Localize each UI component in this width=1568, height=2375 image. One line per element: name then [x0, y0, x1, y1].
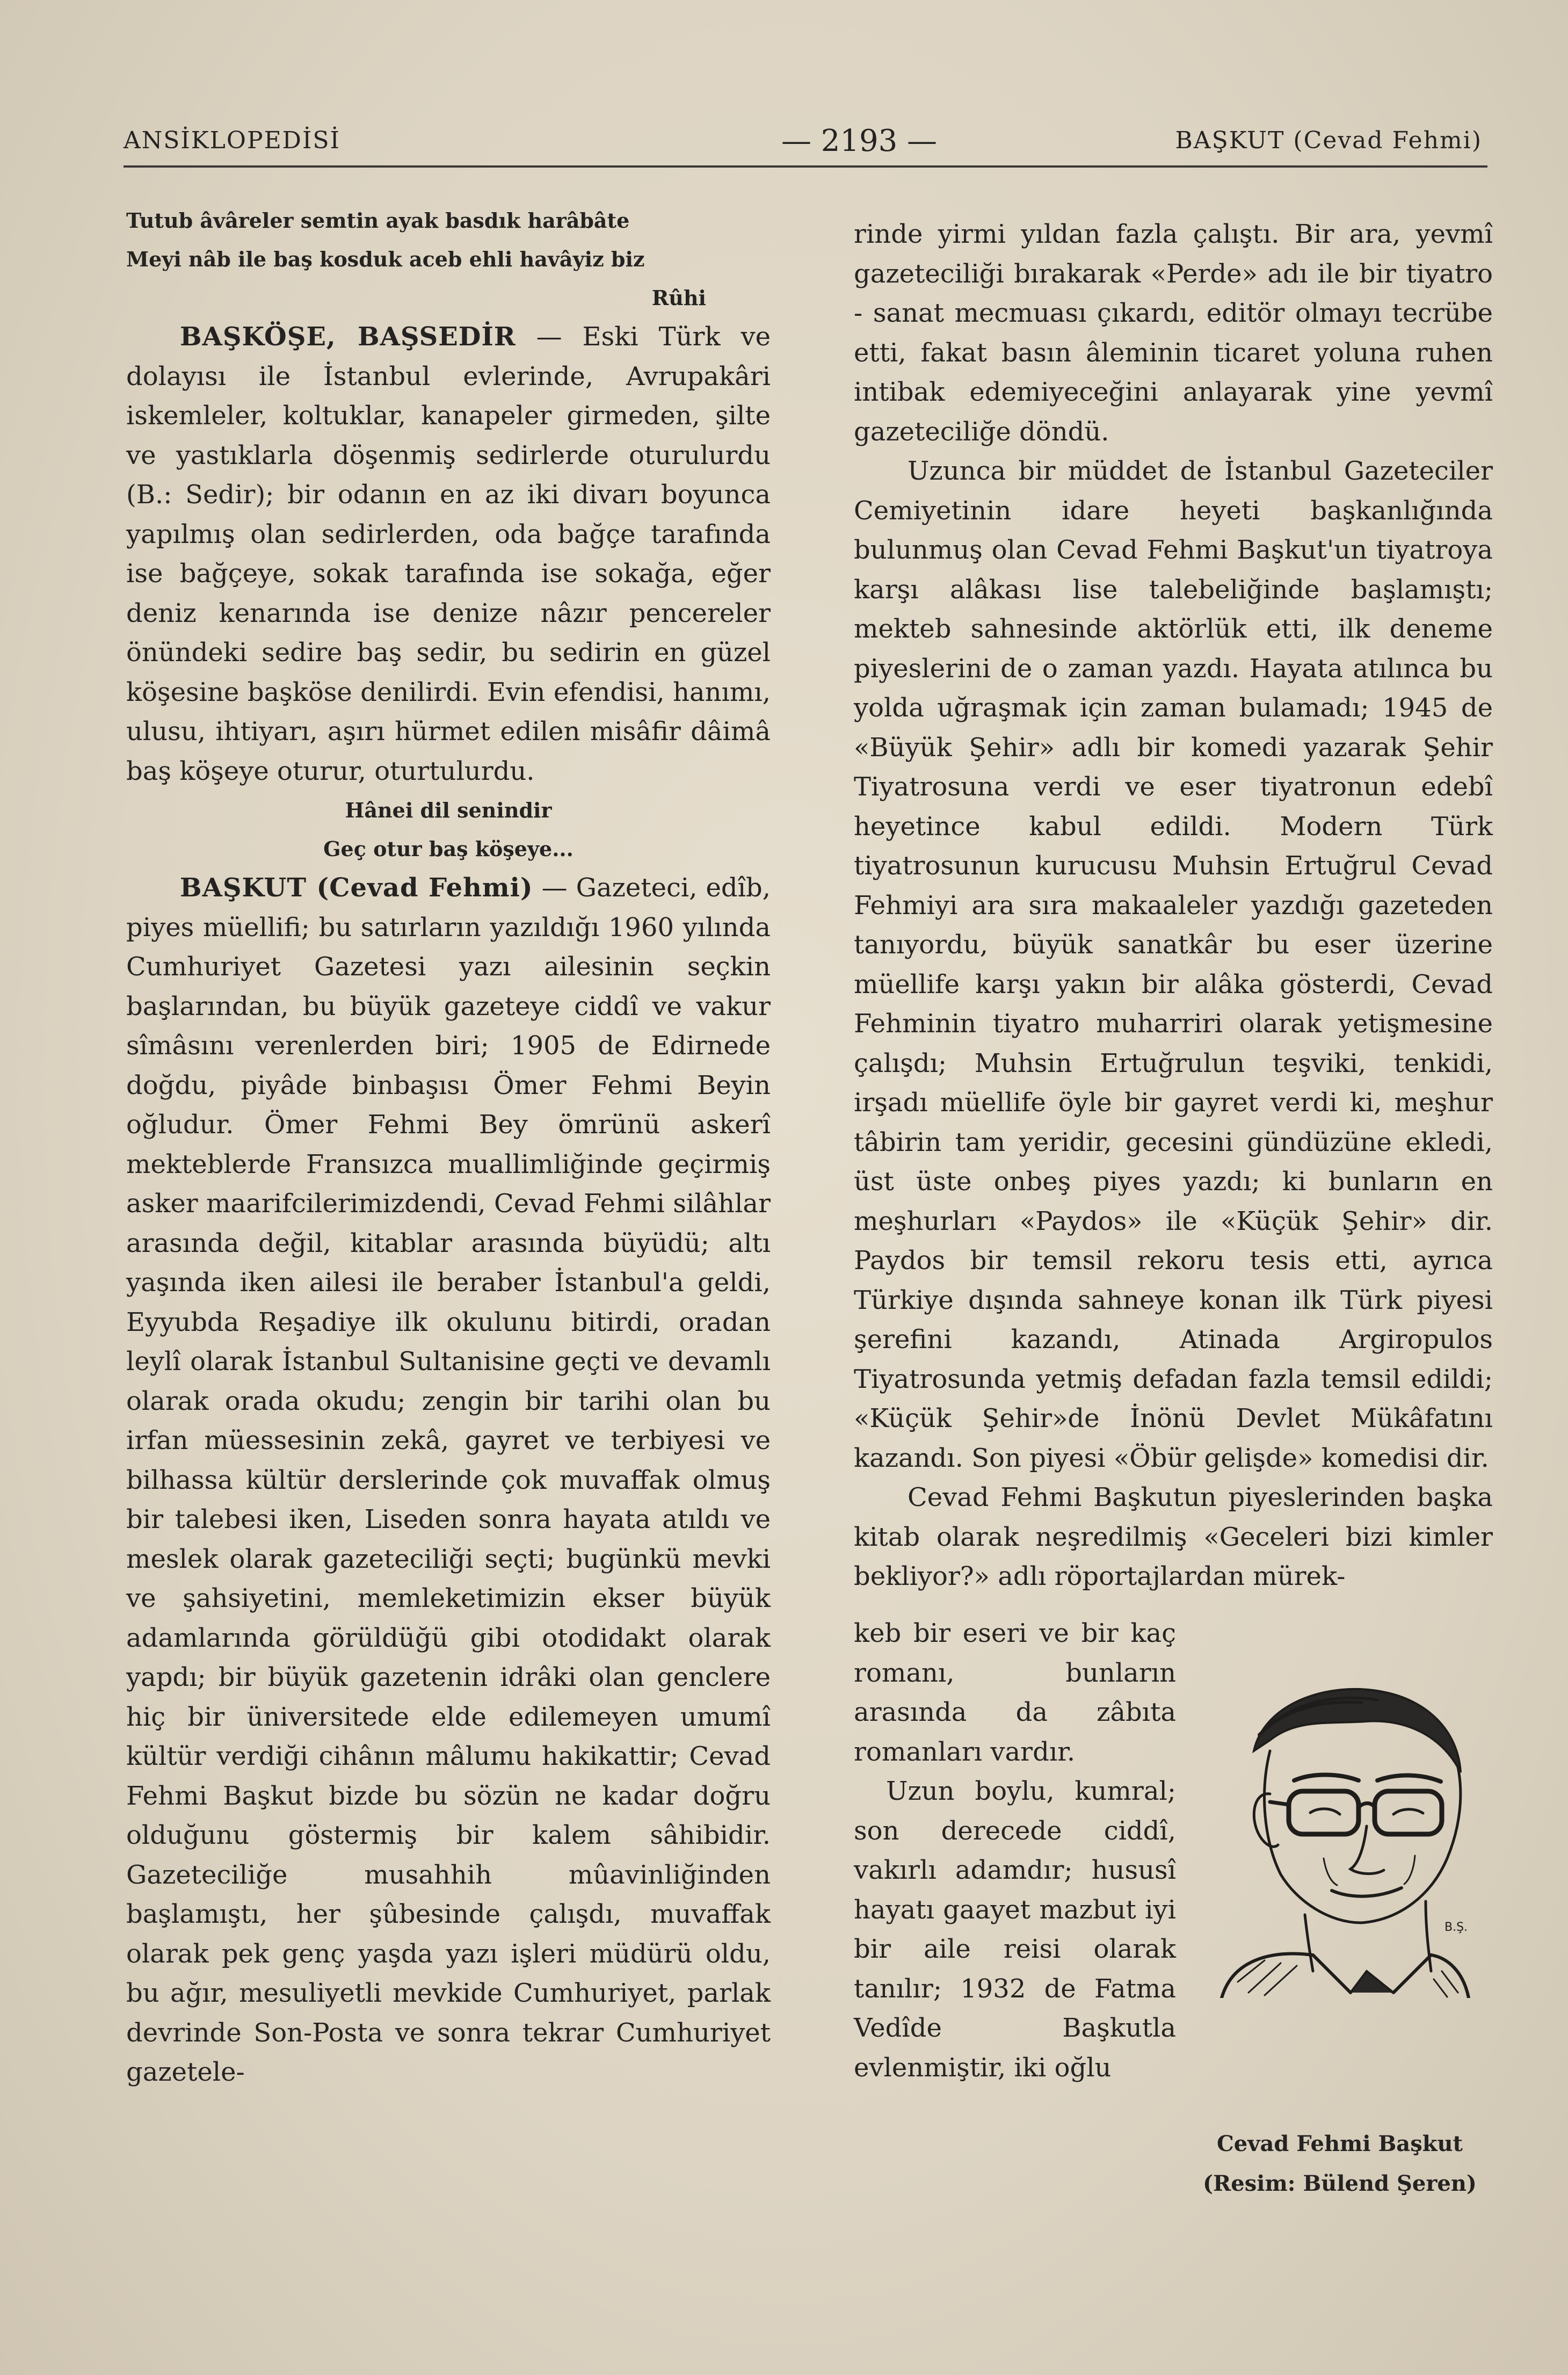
entry-baskose	[126, 317, 771, 791]
entry-body: — Eski Türk ve dolayısı ile İstanbul evlerinde, Avrupakâri iskemleler, koltuklar, kanapeler girmeden, şilte ve yastıklarla döşenmiş sedirlerde oturulurdu (B.: Sedir); bir odanın en az iki divarı boyunca yapılmış olan sedirlerden, oda bağçe tarafında ise bağçeye, sokak tarafında ise sokağa, eğer deniz kenarında ise denize nâzır pencereler önündeki sedire baş sedir, bu sedirin en güzel köşesine başköse denilirdi. Evin efendisi, hanımı, ulusu, ihtiyarı, aşırı hürmet edilen misâfir dâimâ baş köşeye oturur, oturtulurdu.	[126, 322, 771, 786]
paragraph: Uzun boylu, kumral; son derecede ciddî, vakırlı adamdır; hususî hayatı gaayet mazbut iyi bir aile reisi olarak tanılır; 1932 de Fatma Vedîde Başkutla evlenmiştir, iki oğlu	[854, 1776, 1176, 2083]
portrait-sketch	[1189, 1670, 1490, 1998]
wrapped-text	[854, 1614, 1176, 2088]
verse-line: Tutub âvâreler semtin ayak basdık harâbâte	[126, 208, 630, 233]
left-column	[126, 201, 771, 2092]
svg-text:B.Ş.: B.Ş.	[1444, 1921, 1468, 1934]
paragraph: Uzunca bir müddet de İstanbul Gazeteciler Cemiyetinin idare heyeti başkanlığında bulunmuş olan Cevad Fehmi Başkut'un tiyatroya karşı alâkası lise talebeliğinde başlamıştı; mekteb sahnesinde aktörlük etti, ilk deneme piyeslerini de o zaman yazdı. Hayata atılınca bu yolda uğraşmak için zaman bulamadı; 1945 de «Büyük Şehir» adlı bir komedi yazarak Şehir Tiyatrosuna verdi ve eser tiyatronun edebî heyetince kabul edildi. Modern Türk tiyatrosunun kurucusu Muhsin Ertuğrul Cevad Fehmiyi ara sıra makaaleler yazdığı gazeteden tanıyordu, büyük sanatkâr bu eser üzerine müellife karşı yakın bir alâka gösterdi, Cevad Fehminin tiyatro muharriri olarak yetişmesine çalışdı; Muhsin Ertuğrulun teşviki, tenkidi, irşadı müellife öyle bir gayret verdi ki, meşhur tâbirin tam yeridir, gecesini gündüzüne ekledi, üst üste onbeş piyes yazdı; ki bunların en meşhurları «Paydos» ile «Küçük Şehir» dir. Paydos bir temsil rekoru tesis etti, ayrıca Türkiye dışında sahneye konan ilk Türk piyesi şerefini kazandı, Atinada Argiropulos Tiyatrosunda yetmiş defadan fazla temsil edildi; «Küçük Şehir»de İnönü Devlet Mükâfatını kazandı. Son piyesi «Öbür gelişde» komedisi dir.	[854, 456, 1493, 1473]
image-caption	[1187, 2124, 1493, 2204]
verse-line: Geç otur baş köşeye...	[323, 837, 574, 861]
caption-credit: (Resim: Bülend Şeren)	[1203, 2171, 1477, 2196]
verse-line: Meyi nâb ile baş kosduk aceb ehli havâyiz biz	[126, 247, 645, 271]
verse-author: Rûhi	[651, 286, 706, 310]
paragraph: rinde yirmi yıldan fazla çalıştı. Bir ara, yevmî gazeteciliği bırakarak «Perde» adı ile bir tiyatro - sanat mecmuası çıkardı, editör olmayı tecrübe etti, fakat basın âleminin ticaret yoluna ruhen intibak edemiyeceğini anlayarak yine yevmî gazeteciliğe döndü.	[854, 219, 1493, 447]
verse-line: Hânei dil senindir	[345, 798, 552, 822]
page-header	[124, 117, 1487, 165]
page-number: — 2193 —	[781, 124, 938, 158]
paragraph: Cevad Fehmi Başkutun piyeslerinden başka kitab olarak neşredilmiş «Geceleri bizi kimler bekliyor?» adlı röportajlardan mürek-	[854, 1482, 1493, 1591]
caption-name: Cevad Fehmi Başkut	[1216, 2131, 1463, 2156]
portrait-image	[1189, 1670, 1490, 1998]
right-column	[854, 215, 1493, 2196]
entry-heading: BAŞKUT (Cevad Fehmi)	[180, 873, 533, 903]
entry-baskut	[126, 868, 771, 2092]
header-title: ANSİKLOPEDİSİ	[124, 127, 340, 154]
entry-heading: BAŞKÖŞE, BAŞSEDİR	[180, 322, 516, 352]
entry-body: — Gazeteci, edîb, piyes müellifi; bu satırların yazıldığı 1960 yılında Cumhuriyet Gazetesi yazı ailesinin seçkin başlarından, bu büyük gazeteye ciddî ve vakur sîmâsını verenlerden biri; 1905 de Edirnede doğdu, piyâde binbaşısı Ömer Fehmi Beyin oğludur. Ömer Fehmi Bey ömrünü askerî mekteblerde Fransızca muallimliğinde geçirmiş asker maarifcilerimizdendi, Cevad Fehmi silâhlar arasında değil, kitablar arasında büyüdü; altı yaşında iken ailesi ile beraber İstanbul'a geldi, Eyyubda Reşadiye ilk okulunu bitirdi, oradan leylî olarak İstanbul Sultanisine geçti ve devamlı olarak orada okudu; zengin bir tarihi olan bu irfan müessesinin zekâ, gayret ve terbiyesi ve bilhassa kültür derslerinde çok muvaffak olmuş bir talebesi iken, Liseden sonra hayata atıldı ve meslek olarak gazeteciliği seçti; bugünkü mevki ve şahsiyetini, memleketimizin ekser büyük adamlarında görüldüğü gibi otodidakt olarak yapdı; bir büyük gazetenin idrâki olan genclere hiç bir üniversitede elde edilemeyen umumî kültür verdiği cihânın mâlumu hakikattir; Cevad Fehmi Başkut bizde bu sözün ne kadar doğru olduğunu göstermiş bir kalem sâhibidir. Gazeteciliğe musahhih mûavinliğinden başlamıştı, her şûbesinde çalışdı, muvaffak olarak pek genç yaşda yazı işleri müdürü oldu, bu ağır, mesuliyetli mevkide Cumhuriyet, parlak devrinde Son-Posta ve sonra tekrar Cumhuriyet gazetele-	[126, 873, 771, 2087]
header-divider	[124, 165, 1487, 168]
paragraph: keb bir eseri ve bir kaç romanı, bunların arasında da zâbıta romanları vardır.	[854, 1618, 1176, 1767]
header-entry-range: BAŞKUT (Cevad Fehmi)	[1175, 127, 1482, 154]
